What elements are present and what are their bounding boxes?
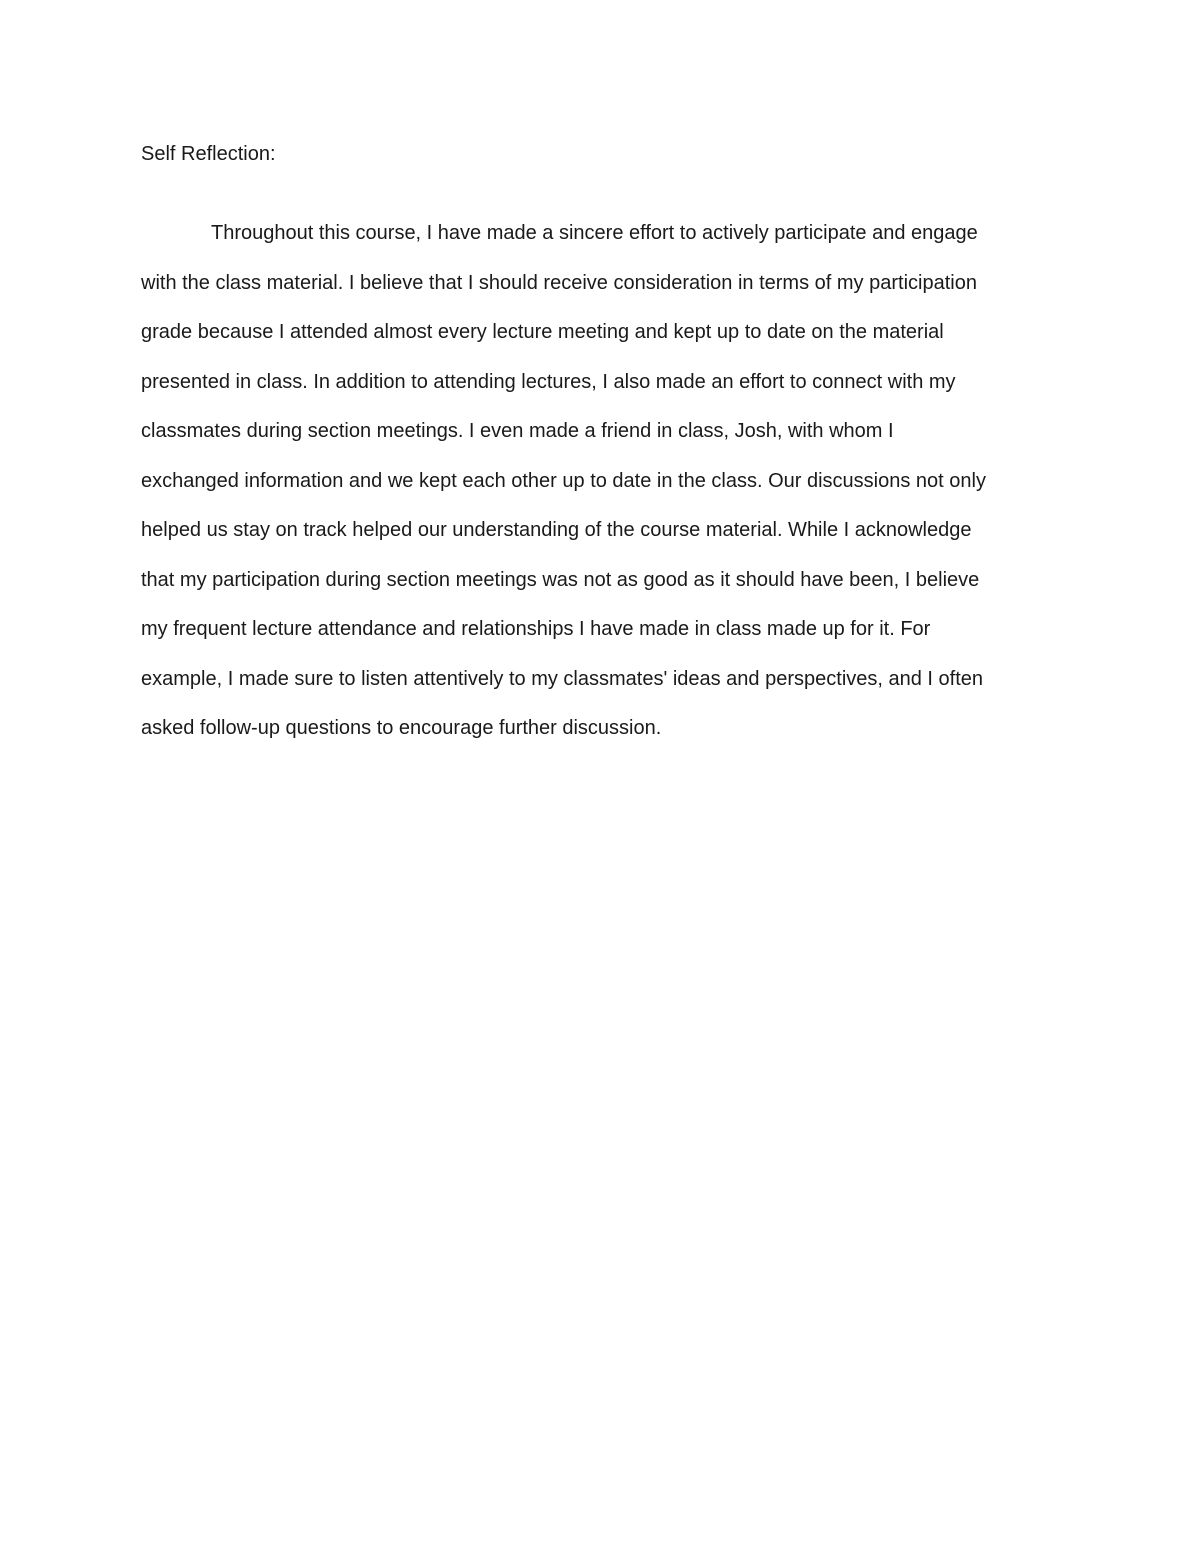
paragraph-line: that my participation during section meetings was not as good as it should have been, I believe (141, 568, 980, 591)
paragraph-line: exchanged information and we kept each other up to date in the class. Our discussions not only (141, 469, 986, 492)
paragraph-line: with the class material. I believe that I should receive consideration in terms of my participation (141, 271, 977, 294)
paragraph-line: presented in class. In addition to attending lectures, I also made an effort to connect with my (141, 370, 956, 393)
paragraph-line: Throughout this course, I have made a sincere effort to actively participate and engage (211, 222, 978, 244)
paragraph-line: my frequent lecture attendance and relationships I have made in class made up for it. For (141, 618, 931, 640)
paragraph-line: helped us stay on track helped our understanding of the course material. While I acknowledge (141, 519, 972, 541)
document-title: Self Reflection: (141, 143, 276, 165)
reflection-paragraph (141, 219, 1071, 764)
paragraph-line: example, I made sure to listen attentively to my classmates' ideas and perspectives, and I often (141, 667, 984, 690)
paragraph-line: asked follow-up questions to encourage further discussion. (141, 717, 662, 739)
paragraph-line: grade because I attended almost every lecture meeting and kept up to date on the material (141, 321, 944, 343)
paragraph-line: classmates during section meetings. I even made a friend in class, Josh, with whom I (141, 420, 894, 442)
